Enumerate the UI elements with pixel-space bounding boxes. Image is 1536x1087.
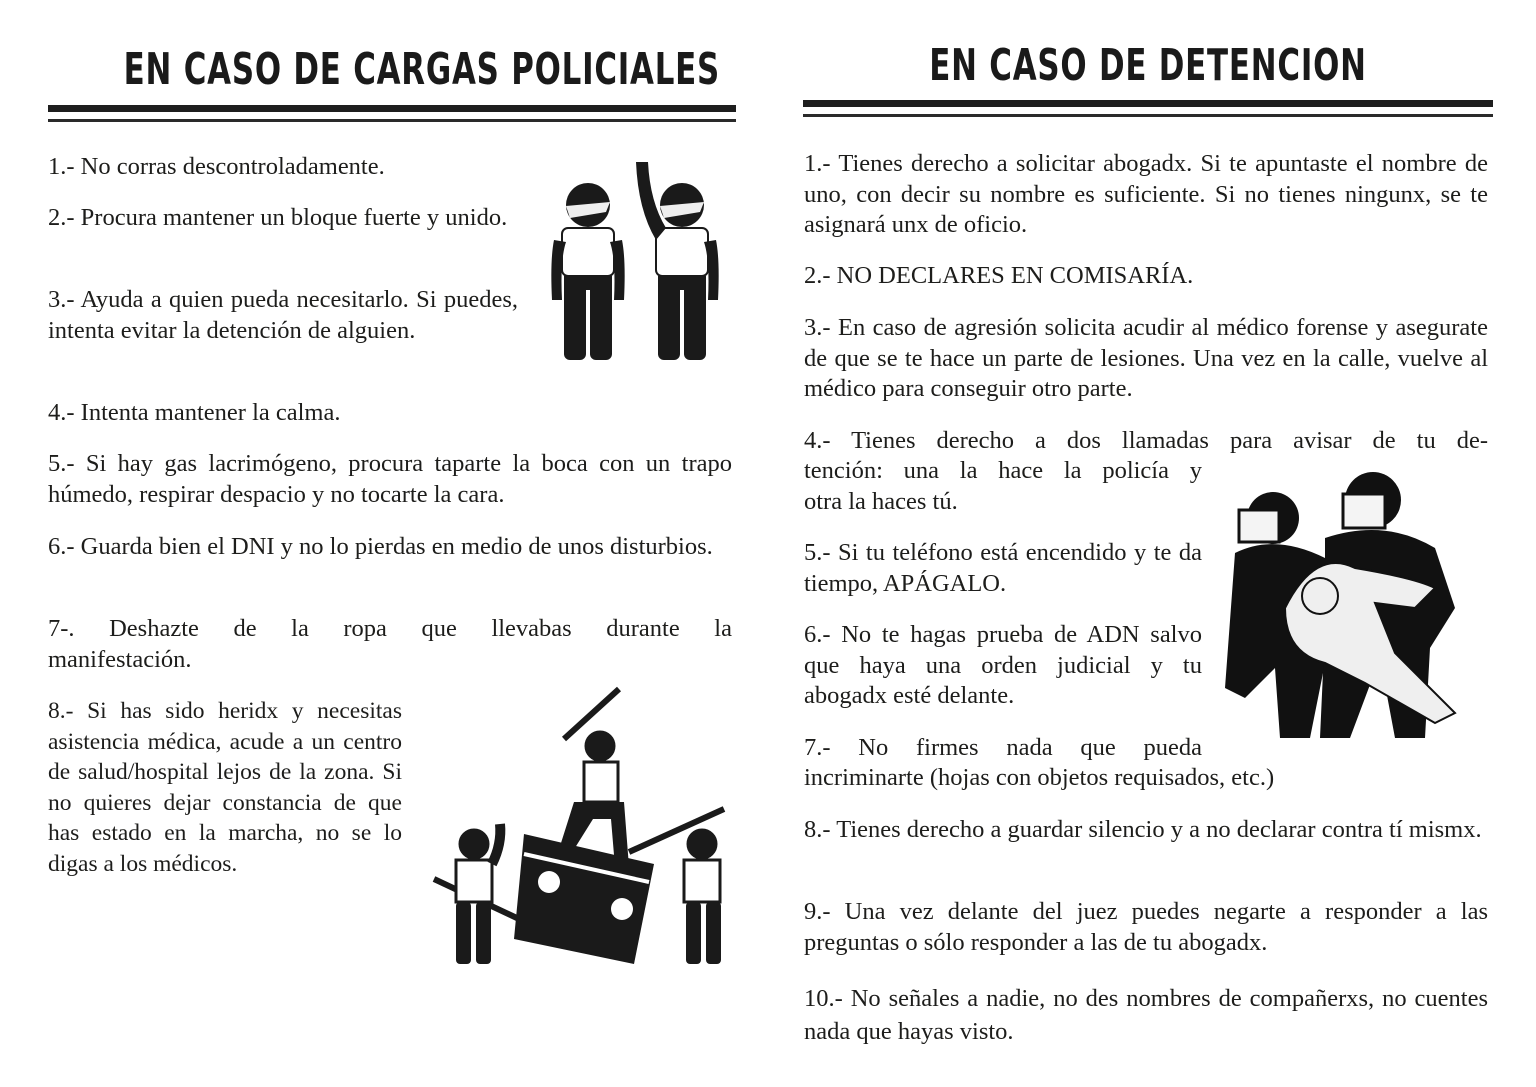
right-item-4-line-1: 4.- Tienes derecho a dos llamadas para avisar de tu de- [804, 427, 1488, 454]
left-item-7: 7-. Deshazte de la ropa que llevabas durante la manifestación. [48, 615, 732, 673]
right-item-4-line-2: tención: una la hace la policía y [804, 457, 1202, 484]
left-title-rule-thick [48, 105, 736, 112]
left-item-3: 3.- Ayuda a quien pueda necesitarlo. Si puedes, intenta evitar la detención de alguien. [48, 286, 518, 344]
left-item-4: 4.- Intenta mantener la calma. [48, 399, 341, 426]
riot-police-arrest-illustration [1225, 468, 1485, 738]
right-item-7-line-2: incriminarte (hojas con objetos requisados, etc.) [804, 764, 1275, 791]
right-page-title: EN CASO DE DETENCION [929, 40, 1367, 91]
left-item-6: 6.- Guarda bien el DNI y no lo pierdas en medio de unos disturbios. [48, 533, 713, 560]
right-item-2: 2.- NO DECLARES EN COMISARÍA. [804, 262, 1194, 289]
right-item-4-line-3: otra la haces tú. [804, 488, 958, 515]
right-item-9: 9.- Una vez delante del juez puedes negarte a responder a las preguntas o sólo responder a las de tu abogadx. [804, 898, 1488, 956]
right-item-1: 1.- Tienes derecho a solicitar abogadx. Si te apuntaste el nombre de uno, con decir su nombre es suficiente. Si no tienes ningunx, se te asignará unx de oficio. [804, 150, 1488, 238]
right-title-rule-thick [803, 100, 1493, 107]
protesters-overturning-car-illustration [424, 684, 744, 974]
right-item-5: 5.- Si tu teléfono está encendido y te da tiempo, APÁGALO. [804, 539, 1202, 597]
left-title-rule-thin [48, 119, 736, 122]
right-item-3: 3.- En caso de agresión solicita acudir al médico forense y asegurate de que se te hace un parte de lesiones. Una vez en la calle, vuelve al médico para conseguir otro parte. [804, 314, 1488, 402]
left-item-1: 1.- No corras descontroladamente. [48, 153, 385, 180]
left-item-5: 5.- Si hay gas lacrimógeno, procura taparte la boca con un trapo húmedo, respirar despacio y no tocarte la cara. [48, 450, 732, 508]
right-item-6: 6.- No te hagas prueba de ADN salvo que haya una orden judicial y tu abogadx esté delante. [804, 621, 1202, 709]
left-item-2: 2.- Procura mantener un bloque fuerte y unido. [48, 204, 508, 231]
left-item-8: 8.- Si has sido heridx y necesitas asistencia médica, acude a un centro de salud/hospital lejos de la zona. Si no quieres dejar constancia de que has estado en la marcha, no se lo digas a los médicos. [48, 698, 402, 877]
right-title-rule-thin [803, 114, 1493, 117]
two-masked-protesters-illustration [540, 150, 740, 365]
right-item-7-line-1: 7.- No firmes nada que pueda [804, 734, 1202, 761]
left-page-title: EN CASO DE CARGAS POLICIALES [123, 44, 721, 95]
right-item-10: 10.- No señales a nadie, no des nombres de compañerxs, no cuentes nada que hayas visto. [804, 985, 1488, 1045]
right-item-8: 8.- Tienes derecho a guardar silencio y a no declarar contra tí mismx. [804, 816, 1482, 843]
